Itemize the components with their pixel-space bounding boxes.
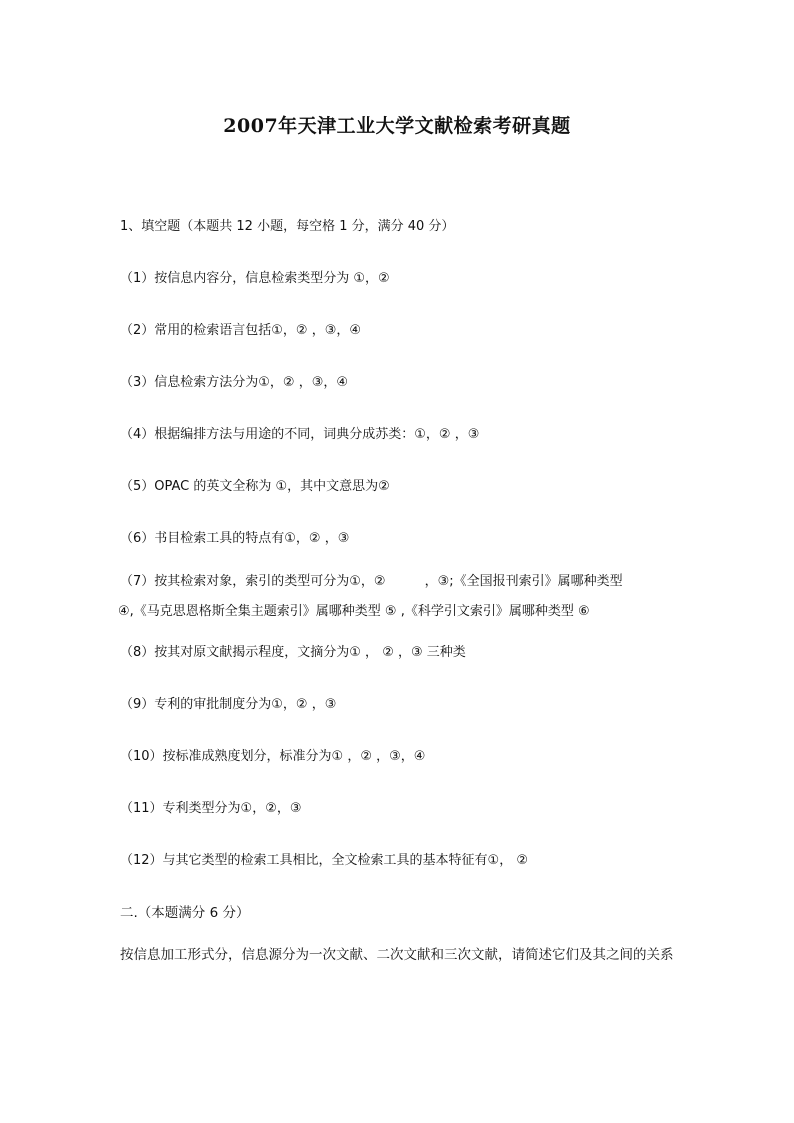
question-9: （9）专利的审批制度分为①，② ，③ <box>120 697 337 712</box>
question-7-line-1: （7）按其检索对象，索引的类型可分为①，② ，③;《全国报刊索引》属哪种类型 <box>120 574 623 589</box>
question-6: （6）书目检索工具的特点有①，② ，③ <box>120 531 350 546</box>
question-3: （3）信息检索方法分为①，② ，③，④ <box>120 375 349 390</box>
question-4: （4）根据编排方法与用途的不同，词典分成苏类：①，② ，③ <box>120 427 480 442</box>
section2-text: 按信息加工形式分，信息源分为一次文献、二次文献和三次文献，请简述它们及其之间的关系 <box>120 947 674 963</box>
question-10: （10）按标准成熟度划分，标准分为① ，② ，③，④ <box>120 749 426 764</box>
section2-heading: 二.（本题满分 6 分） <box>120 905 250 921</box>
section1-heading: 1、填空题（本题共 12 小题，每空格 1 分，满分 40 分） <box>120 219 455 234</box>
question-11: （11）专利类型分为①，②，③ <box>120 801 302 816</box>
question-12: （12）与其它类型的检索工具相比，全文检索工具的基本特征有①， ② <box>120 853 528 868</box>
question-1: （1）按信息内容分，信息检索类型分为 ①，② <box>120 271 390 286</box>
question-2: （2）常用的检索语言包括①，② ，③，④ <box>120 323 362 338</box>
document-title: 2007年天津工业大学文献检索考研真题 <box>223 115 571 137</box>
question-8: （8）按其对原文献揭示程度，文摘分为① ， ② ，③ 三种类 <box>120 645 466 660</box>
question-7-line-2: ④,《马克思恩格斯全集主题索引》属哪种类型 ⑤ ,《科学引文索引》属哪种类型 ⑥ <box>118 604 590 619</box>
question-5: （5）OPAC 的英文全称为 ①，其中文意思为② <box>120 479 390 494</box>
